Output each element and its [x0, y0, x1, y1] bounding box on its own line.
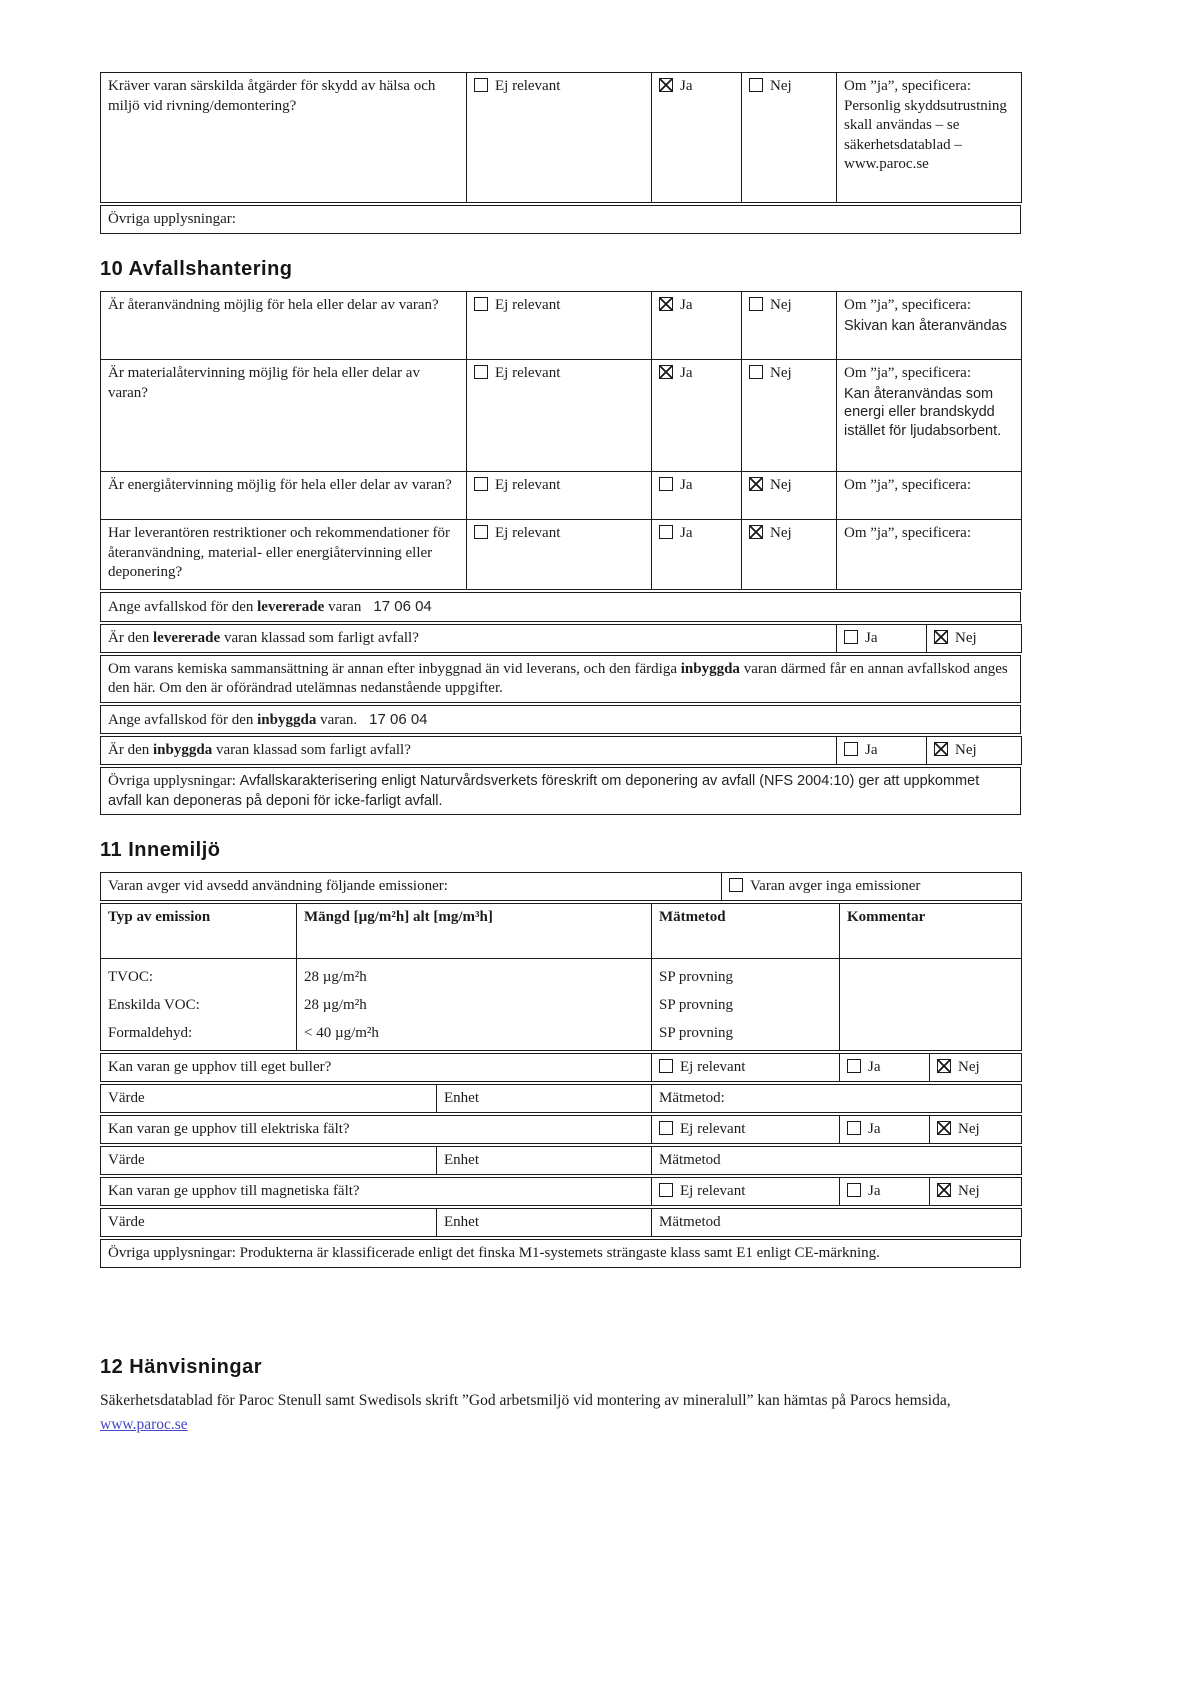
- section-12-text: [100, 1389, 1021, 1437]
- question-text: Kan varan ge upphov till elektriska fält?: [108, 1121, 350, 1137]
- nej-cell: [742, 292, 837, 360]
- label-prefix: Ange avfallskod för den: [108, 599, 258, 615]
- label-suffix: varan.: [316, 711, 358, 728]
- ej-relevant-checkbox[interactable]: [474, 477, 488, 491]
- question-cell: [101, 292, 467, 360]
- label-suffix: varan: [324, 599, 362, 615]
- ja-label: Ja: [680, 365, 693, 381]
- nej-cell: [742, 360, 837, 472]
- nej-checkbox[interactable]: [749, 477, 763, 491]
- question-cell: [101, 472, 467, 520]
- ja-label: Ja: [680, 78, 693, 94]
- ja-cell: [837, 737, 927, 765]
- ej-relevant-label: Ej relevant: [495, 78, 561, 94]
- ovriga-label: Övriga upplysningar:: [108, 211, 236, 227]
- varde-cell: [101, 1085, 437, 1113]
- q-bold: inbyggda: [153, 742, 213, 758]
- waste-code-value: 17 06 04: [373, 598, 432, 615]
- note-prefix: Om varans kemiska sammansättning är annan efter inbyggnad än vid leverans, och den färdiga: [108, 660, 681, 677]
- varde-label: Värde: [108, 1152, 145, 1168]
- nej-checkbox[interactable]: [937, 1121, 951, 1135]
- ja-checkbox[interactable]: [847, 1059, 861, 1073]
- emission-type: Formaldehyd:: [108, 1025, 193, 1041]
- specify-label: Om ”ja”, specificera:: [844, 365, 972, 381]
- previous-section-table: [100, 72, 1021, 234]
- emission-type-cell: [101, 959, 297, 1051]
- question-text: Kan varan ge upphov till magnetiska fält?: [108, 1183, 360, 1199]
- ovriga-label: Övriga upplysningar:: [108, 773, 236, 789]
- ej-relevant-label: Ej relevant: [680, 1059, 746, 1075]
- emission-method-cell: [652, 959, 840, 1051]
- ja-checkbox[interactable]: [847, 1121, 861, 1135]
- specify-cell: [837, 520, 1022, 590]
- ja-label: Ja: [865, 629, 878, 646]
- ja-label: Ja: [868, 1059, 881, 1075]
- emissions-intro-cell: [101, 873, 722, 901]
- nej-cell: [742, 73, 837, 203]
- question-cell: [101, 73, 467, 203]
- nej-label: Nej: [958, 1059, 980, 1075]
- emission-comment-cell: [840, 959, 1022, 1051]
- waste-code-value: 17 06 04: [369, 710, 428, 728]
- specify-cell: [837, 73, 1022, 203]
- ja-cell: [840, 1178, 930, 1206]
- ej-relevant-checkbox[interactable]: [659, 1121, 673, 1135]
- ja-label: Ja: [868, 1183, 881, 1199]
- ej-relevant-cell: [467, 360, 652, 472]
- col-header-comment: Kommentar: [840, 904, 1022, 959]
- ej-relevant-cell: [467, 73, 652, 203]
- ej-relevant-label: Ej relevant: [495, 525, 561, 541]
- col-header-amount: Mängd [µg/m²h] alt [mg/m³h]: [297, 904, 652, 959]
- page-content: [100, 72, 1021, 1437]
- ej-relevant-checkbox[interactable]: [474, 365, 488, 379]
- nej-cell: [927, 624, 1022, 652]
- ja-label: Ja: [680, 477, 693, 493]
- ja-cell: [652, 360, 742, 472]
- section-10-heading: 10 Avfallshantering: [100, 258, 293, 280]
- ja-cell: [840, 1054, 930, 1082]
- varde-label: Värde: [108, 1214, 145, 1230]
- question-text: Är återanvändning möjlig för hela eller delar av varan?: [108, 297, 439, 313]
- specify-label: Om ”ja”, specificera:: [844, 78, 972, 94]
- ej-relevant-cell: [467, 520, 652, 590]
- ja-checkbox[interactable]: [659, 78, 673, 92]
- emission-method: SP provning: [659, 1025, 734, 1041]
- nej-label: Nej: [770, 365, 792, 381]
- enhet-label: Enhet: [444, 1090, 479, 1106]
- emission-type: Enskilda VOC:: [108, 997, 200, 1013]
- matmetod-label: Mätmetod: [659, 1214, 721, 1230]
- enhet-label: Enhet: [444, 1152, 479, 1168]
- ja-checkbox[interactable]: [844, 630, 858, 644]
- ej-relevant-cell: [467, 292, 652, 360]
- nej-checkbox[interactable]: [749, 365, 763, 379]
- nej-checkbox[interactable]: [749, 525, 763, 539]
- nej-label: Nej: [770, 297, 792, 313]
- ej-relevant-label: Ej relevant: [495, 297, 561, 313]
- nej-label: Nej: [770, 525, 792, 541]
- question-cell: [101, 1178, 652, 1206]
- question-text: Är energiåtervinning möjlig för hela eller delar av varan?: [108, 477, 452, 493]
- specify-label: Om ”ja”, specificera:: [844, 525, 972, 541]
- ovriga-text: Avfallskarakterisering enligt Naturvårdsverkets föreskrift om deponering av avfall (NFS 2004:10) ger att uppkommet avfall kan deponeras på deponi för icke-farligt avfall.: [108, 773, 980, 809]
- label-bold: levererade: [257, 599, 325, 615]
- q-suffix: varan klassad som farligt avfall?: [212, 742, 411, 758]
- nej-label: Nej: [958, 1121, 980, 1137]
- ej-relevant-checkbox[interactable]: [474, 78, 488, 92]
- ej-relevant-label: Ej relevant: [680, 1121, 746, 1137]
- emission-amount: < 40 µg/m²h: [304, 1025, 379, 1041]
- ovriga-label: Övriga upplysningar:: [108, 1245, 236, 1261]
- specify-text: Personlig skyddsutrustning skall användas – se säkerhetsdatablad – www.paroc.se: [844, 97, 1007, 172]
- q-prefix: Är den: [108, 629, 153, 646]
- emission-type: TVOC:: [108, 969, 153, 985]
- ja-checkbox[interactable]: [847, 1183, 861, 1197]
- nej-label: Nej: [958, 1183, 980, 1199]
- nej-checkbox[interactable]: [749, 78, 763, 92]
- nej-cell: [930, 1054, 1022, 1082]
- specify-text: Skivan kan återanvändas: [844, 317, 1007, 334]
- emission-amount: 28 µg/m²h: [304, 969, 367, 985]
- question-cell: [101, 1116, 652, 1144]
- matmetod-cell: [652, 1085, 1022, 1113]
- nej-cell: [930, 1178, 1022, 1206]
- nej-checkbox[interactable]: [937, 1183, 951, 1197]
- ej-relevant-cell: [652, 1054, 840, 1082]
- nej-label: Nej: [770, 78, 792, 94]
- varde-cell: [101, 1209, 437, 1237]
- section-12-heading: 12 Hänvisningar: [100, 1355, 263, 1378]
- ja-checkbox[interactable]: [659, 365, 673, 379]
- ja-label: Ja: [680, 525, 693, 541]
- enhet-label: Enhet: [444, 1214, 479, 1230]
- enhet-cell: [437, 1085, 652, 1113]
- ja-checkbox[interactable]: [659, 525, 673, 539]
- q-prefix: Är den: [108, 742, 153, 758]
- question-cell: [101, 520, 467, 590]
- enhet-cell: [437, 1209, 652, 1237]
- emission-method: SP provning: [659, 969, 734, 985]
- question-cell: [101, 1054, 652, 1082]
- nej-cell: [927, 737, 1022, 765]
- specify-cell: [837, 292, 1022, 360]
- waste-code-delivered-row: [101, 593, 1021, 622]
- ja-label: Ja: [868, 1121, 881, 1137]
- question-text: Kan varan ge upphov till eget buller?: [108, 1059, 332, 1075]
- ej-relevant-cell: [652, 1178, 840, 1206]
- ej-relevant-cell: [467, 472, 652, 520]
- section-11-heading: 11 Innemiljö: [100, 839, 221, 861]
- nej-label: Nej: [955, 742, 977, 758]
- q-bold: levererade: [153, 629, 221, 646]
- nej-cell: [742, 472, 837, 520]
- ej-relevant-label: Ej relevant: [680, 1183, 746, 1199]
- ovriga-upplysningar-row: [101, 1240, 1021, 1268]
- paroc-website-link[interactable]: www.paroc.se: [100, 1415, 188, 1433]
- ej-relevant-label: Ej relevant: [495, 365, 561, 381]
- emission-amount: 28 µg/m²h: [304, 997, 367, 1013]
- question-text: Kräver varan särskilda åtgärder för skydd av hälsa och miljö vid rivning/demontering?: [108, 78, 436, 114]
- nej-checkbox[interactable]: [934, 742, 948, 756]
- varde-cell: [101, 1147, 437, 1175]
- nej-checkbox[interactable]: [749, 297, 763, 311]
- ej-relevant-checkbox[interactable]: [474, 525, 488, 539]
- ej-relevant-label: Ej relevant: [495, 477, 561, 493]
- specify-label: Om ”ja”, specificera:: [844, 477, 972, 493]
- nej-cell: [742, 520, 837, 590]
- ovriga-upplysningar-row: [101, 768, 1021, 815]
- ja-cell: [652, 472, 742, 520]
- ja-cell: [652, 73, 742, 203]
- emissions-intro-text: Varan avger vid avsedd användning följande emissioner:: [108, 878, 448, 894]
- no-emissions-cell: [722, 873, 1022, 901]
- ovriga-text: Produkterna är klassificerade enligt det finska M1-systemets strängaste klass samt E1 enligt CE-märkning.: [239, 1245, 880, 1261]
- ja-label: Ja: [865, 742, 878, 758]
- section-10-table: [100, 291, 1021, 815]
- col-header-method: Mätmetod: [652, 904, 840, 959]
- ej-relevant-checkbox[interactable]: [474, 297, 488, 311]
- nej-label: Nej: [955, 629, 977, 646]
- specify-cell: [837, 472, 1022, 520]
- note-suffix: varan därmed får en annan avfallskod anges den här. Om den är oförändrad utelämnas nedanstående uppgifter.: [108, 660, 1008, 696]
- ja-cell: [652, 520, 742, 590]
- built-in-note-row: [101, 655, 1021, 702]
- ovriga-upplysningar-row: [101, 206, 1021, 234]
- ej-relevant-checkbox[interactable]: [659, 1183, 673, 1197]
- matmetod-label: Mätmetod: [659, 1152, 721, 1168]
- specify-text: Kan återanvändas som energi eller brandskydd istället för ljudabsorbent.: [844, 385, 1002, 440]
- specify-label: Om ”ja”, specificera:: [844, 297, 972, 313]
- ej-relevant-checkbox[interactable]: [659, 1059, 673, 1073]
- waste-code-built-row: [101, 705, 1021, 734]
- hazard-question-cell: [101, 737, 837, 765]
- specify-cell: [837, 360, 1022, 472]
- enhet-cell: [437, 1147, 652, 1175]
- ja-label: Ja: [680, 297, 693, 313]
- nej-cell: [930, 1116, 1022, 1144]
- emission-amount-cell: [297, 959, 652, 1051]
- hazard-question-cell: [101, 624, 837, 652]
- ja-checkbox[interactable]: [659, 297, 673, 311]
- question-cell: [101, 360, 467, 472]
- emission-method: SP provning: [659, 997, 734, 1013]
- question-text: Är materialåtervinning möjlig för hela eller delar av varan?: [108, 365, 420, 401]
- question-text: Har leverantören restriktioner och rekommendationer för återanvändning, material- eller energiåtervinning eller deponering?: [108, 525, 450, 580]
- col-header-type: Typ av emission: [101, 904, 297, 959]
- ej-relevant-cell: [652, 1116, 840, 1144]
- nej-checkbox[interactable]: [934, 630, 948, 644]
- label-bold: inbyggda: [257, 711, 317, 728]
- ja-cell: [652, 292, 742, 360]
- q-suffix: varan klassad som farligt avfall?: [220, 629, 419, 646]
- ja-cell: [840, 1116, 930, 1144]
- matmetod-cell: [652, 1209, 1022, 1237]
- varde-label: Värde: [108, 1090, 145, 1106]
- no-emissions-checkbox[interactable]: [729, 878, 743, 892]
- ja-cell: [837, 624, 927, 652]
- matmetod-label: Mätmetod:: [659, 1090, 725, 1106]
- references-text: Säkerhetsdatablad för Paroc Stenull samt Swedisols skrift ”God arbetsmiljö vid montering av mineralull” kan hämtas på Parocs hemsida,: [100, 1391, 951, 1409]
- section-11-table: [100, 872, 1021, 1268]
- nej-label: Nej: [770, 477, 792, 493]
- note-bold: inbyggda: [680, 660, 740, 677]
- ja-checkbox[interactable]: [844, 742, 858, 756]
- matmetod-cell: [652, 1147, 1022, 1175]
- ja-checkbox[interactable]: [659, 477, 673, 491]
- label-prefix: Ange avfallskod för den: [108, 711, 258, 728]
- no-emissions-label: Varan avger inga emissioner: [750, 878, 921, 894]
- nej-checkbox[interactable]: [937, 1059, 951, 1073]
